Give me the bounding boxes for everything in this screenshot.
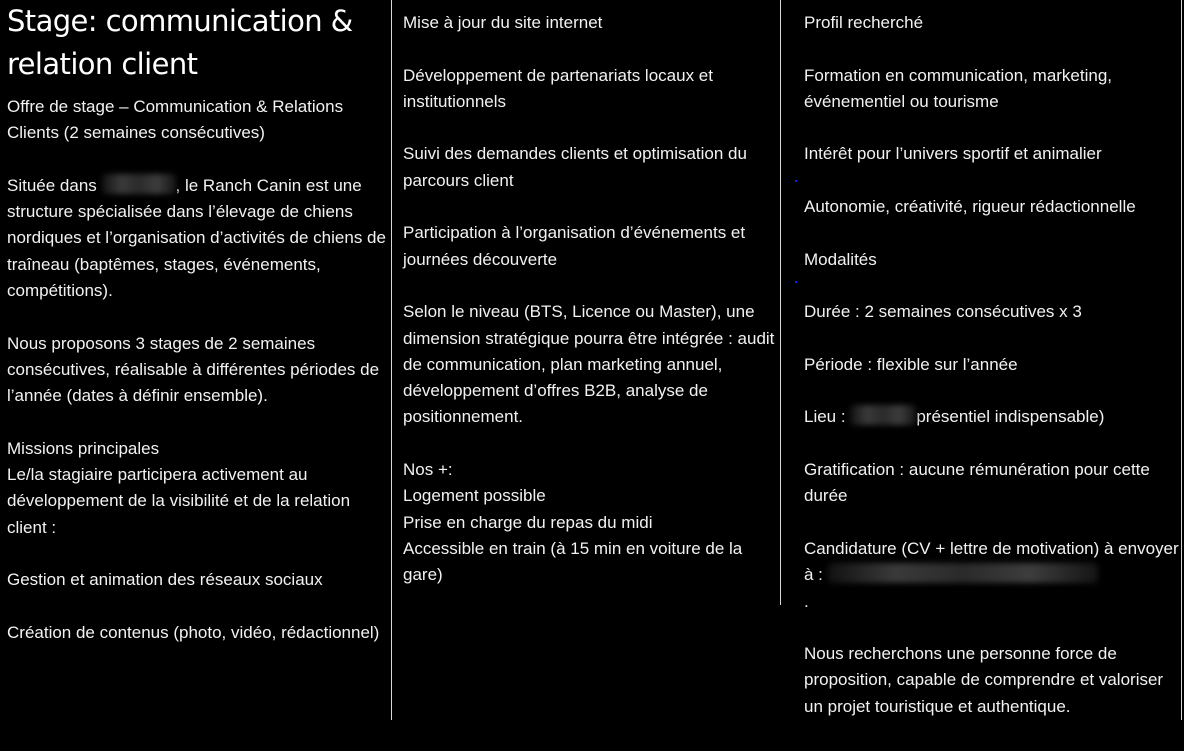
trailing-dot: . bbox=[804, 591, 809, 611]
artifact-dot bbox=[795, 281, 797, 283]
internship-offer-text: Nous proposons 3 stages de 2 semaines consécutives, réalisable à différentes périodes de l’année (dates à définir ensemble). bbox=[7, 333, 380, 406]
strategic-dimension: Selon le niveau (BTS, Licence ou Master), une dimension stratégique pourra être intégrée : audit de communication, plan marketing annuel, développement d’offres B2B, analyse de positionnement. bbox=[403, 302, 775, 427]
mission-item: Participation à l’organisation d’événements et journées découverte bbox=[403, 223, 746, 269]
mission-item: Développement de partenariats locaux et institutionnels bbox=[403, 65, 713, 111]
gratification-item: Gratification : aucune rémunération pour cette durée bbox=[804, 460, 1150, 506]
missions-heading: Missions principales bbox=[7, 438, 160, 458]
page-title: Stage: communication & relation client bbox=[7, 4, 353, 81]
mission-item: Création de contenus (photo, vidéo, rédactionnel) bbox=[7, 622, 380, 642]
duration-item: Durée : 2 semaines consécutives x 3 bbox=[804, 302, 1082, 322]
benefit-item: Prise en charge du repas du midi bbox=[403, 512, 653, 532]
benefit-item: Logement possible bbox=[403, 486, 546, 506]
location-rest: présentiel indispensable) bbox=[916, 407, 1105, 427]
benefits-heading: Nos +: bbox=[403, 460, 453, 480]
company-description-rest: , le Ranch Canin est une structure spécialisée dans l’élevage de chiens nordiques et l’organisation d’activités de chiens de traîneau (baptêmes, stages, événements, compétitions). bbox=[7, 175, 386, 301]
benefit-item: Accessible en train (à 15 min en voiture de la gare) bbox=[403, 538, 743, 585]
location-label: Lieu : bbox=[804, 407, 846, 427]
profile-item: Intérêt pour l’univers sportif et animalier bbox=[804, 144, 1102, 164]
mission-item: Gestion et animation des réseaux sociaux bbox=[7, 570, 323, 590]
column-3 bbox=[804, 10, 1182, 720]
artifact-dot bbox=[795, 180, 797, 182]
profile-item: Formation en communication, marketing, événementiel ou tourisme bbox=[804, 65, 1113, 111]
company-description-start: Située dans bbox=[7, 175, 97, 195]
application-text: Candidature (CV + lettre de motivation) à envoyer à : bbox=[804, 538, 1179, 585]
profile-item: Autonomie, créativité, rigueur rédactionnelle bbox=[804, 197, 1136, 217]
modalites-heading: Modalités bbox=[804, 249, 877, 269]
offer-intro: Offre de stage – Communication & Relations Clients (2 semaines consécutives) bbox=[7, 97, 344, 143]
period-item: Période : flexible sur l’année bbox=[804, 354, 1018, 374]
redacted-email bbox=[828, 563, 1098, 583]
column-divider-middle bbox=[780, 0, 781, 605]
mission-item: Mise à jour du site internet bbox=[403, 13, 603, 32]
application-item bbox=[804, 536, 1182, 589]
location-item bbox=[804, 404, 1182, 430]
redacted-location bbox=[850, 405, 916, 425]
redacted-location bbox=[102, 174, 176, 194]
closing-text: Nous recherchons une personne force de proposition, capable de comprendre et valoriser un projet touristique et authentique. bbox=[804, 644, 1164, 716]
column-2 bbox=[403, 10, 779, 589]
mission-item: Suivi des demandes clients et optimisation du parcours client bbox=[403, 144, 747, 190]
missions-intro: Le/la stagiaire participera activement au développement de la visibilité et de la relation client : bbox=[7, 465, 351, 537]
column-divider-left bbox=[391, 0, 392, 720]
column-1 bbox=[7, 0, 387, 646]
profile-heading: Profil recherché bbox=[804, 13, 924, 32]
company-description bbox=[7, 173, 387, 304]
